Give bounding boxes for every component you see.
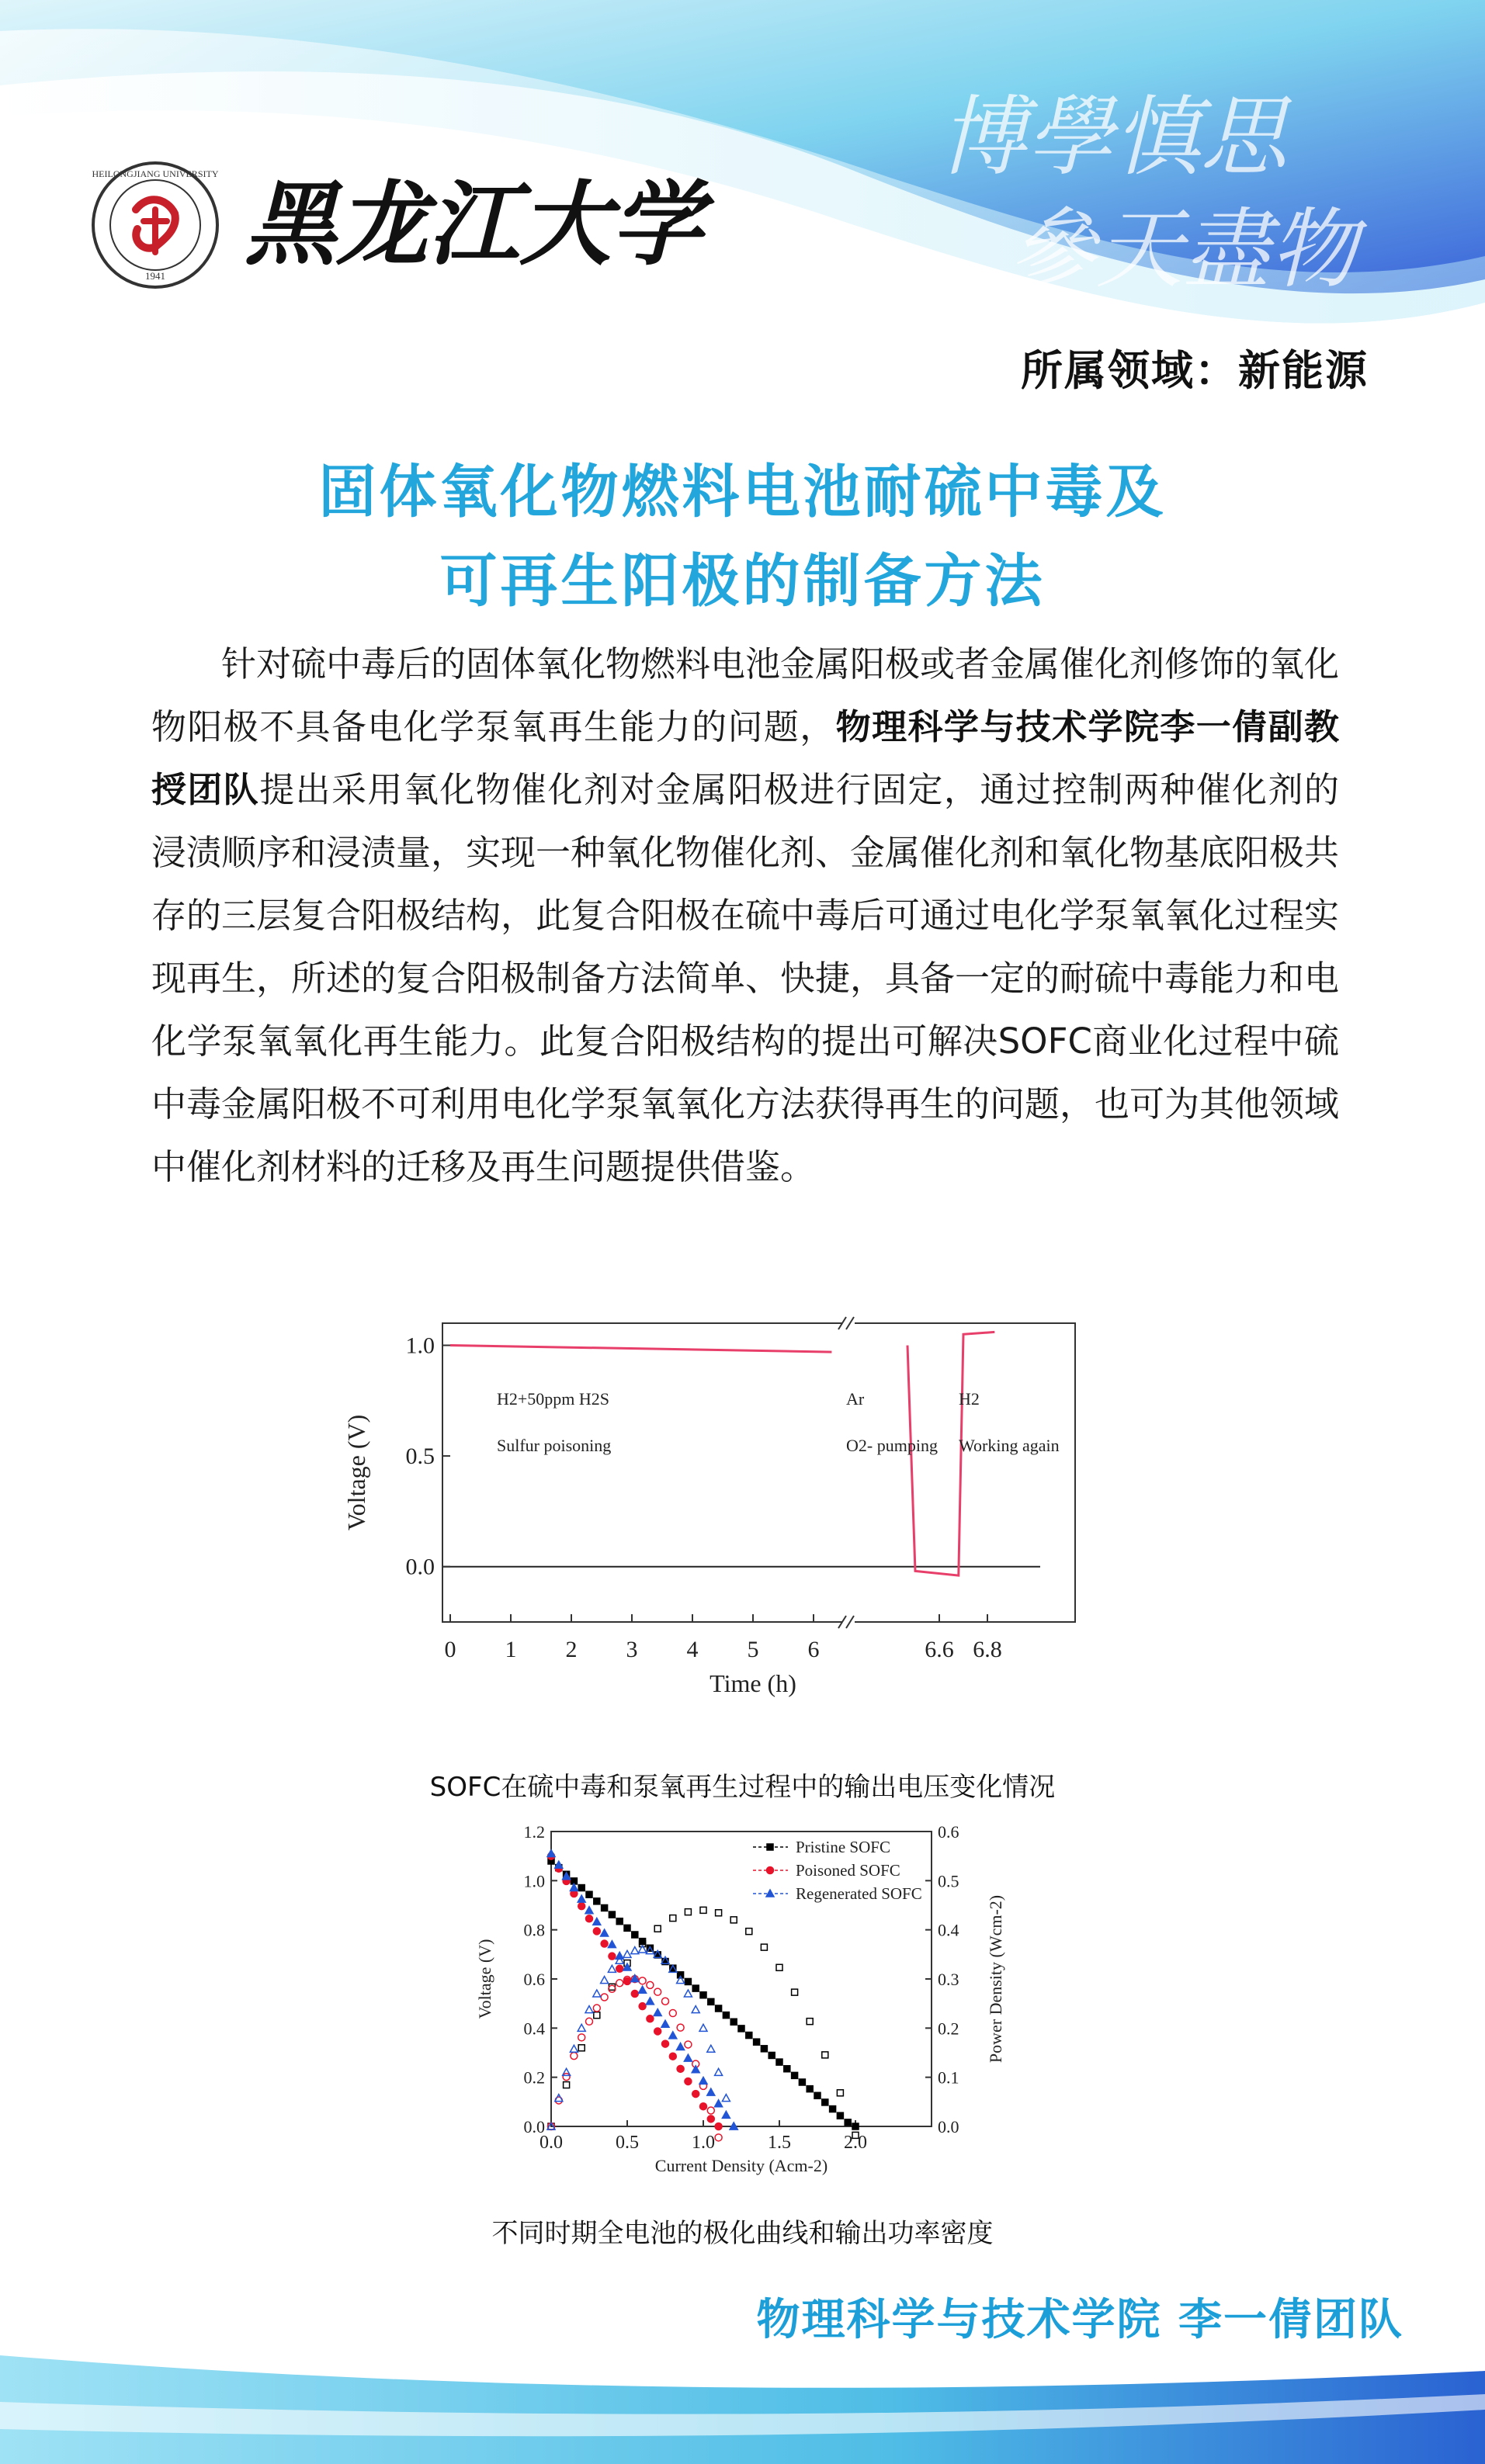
voltage-point [700, 1992, 706, 1998]
power-point [715, 2068, 723, 2075]
power-point [716, 1910, 722, 1916]
x-tick-label: 6 [807, 1637, 820, 1662]
power-point [715, 2134, 722, 2141]
voltage-point [730, 2019, 737, 2025]
legend-label: Poisoned SOFC [796, 1861, 900, 1880]
power-point [776, 1964, 782, 1970]
y2-tick-label: 0.6 [938, 1822, 959, 1842]
power-point [730, 1917, 737, 1923]
power-point [692, 2006, 699, 2013]
voltage-point [647, 2015, 654, 2022]
annotation-line1: H2 [959, 1389, 980, 1409]
annotation-line2: Working again [959, 1436, 1060, 1455]
power-point [601, 1994, 608, 2001]
voltage-point [632, 1932, 638, 1938]
body-paragraph [151, 632, 1339, 1198]
y2-tick-label: 0.1 [938, 2067, 959, 2088]
voltage-point [669, 2053, 676, 2060]
x-tick-label: 1.0 [692, 2133, 715, 2153]
x-tick-label: 4 [686, 1637, 699, 1662]
legend-marker [767, 1844, 773, 1850]
y-tick-label: 0.5 [405, 1443, 435, 1470]
x-tick-label: 6.6 [925, 1637, 954, 1662]
power-point [570, 2045, 578, 2052]
power-point [586, 2018, 593, 2025]
y-tick-label: 0.0 [523, 2117, 545, 2137]
body-text-1: 针对硫中毒后的固体氧化物燃料电池金属阳极或者金属催化剂修饰的氧化物阳极不具备电化学泵氧再生能力的问题， [151, 643, 1340, 747]
voltage-point [609, 1911, 615, 1918]
polarization-chart [466, 1816, 1025, 2196]
power-point [685, 2041, 692, 2048]
voltage-point [585, 1907, 593, 1914]
y-tick-label: 0.4 [523, 2019, 545, 2039]
voltage-point [646, 1998, 654, 2005]
voltage-point [593, 1918, 601, 1925]
voltage-point [609, 1953, 616, 1960]
voltage-point [692, 2091, 699, 2098]
voltage-point [640, 1939, 646, 1945]
voltage-point [578, 1885, 585, 1891]
power-point [594, 2012, 600, 2019]
y2-tick-label: 0.5 [938, 1871, 959, 1891]
voltage-point [601, 1929, 609, 1936]
power-point [722, 2095, 730, 2102]
team-label: 物理科学与技术学院 李一倩团队 [756, 2295, 1403, 2345]
voltage-point [662, 2040, 669, 2047]
x-tick-label: 1 [505, 1637, 517, 1662]
power-point [685, 1909, 691, 1915]
power-point [609, 1985, 616, 1992]
y-axis-label: Voltage (V) [475, 1939, 494, 2019]
x-tick-label: 5 [747, 1637, 759, 1662]
voltage-point [654, 2028, 661, 2035]
voltage-point [707, 2088, 715, 2095]
voltage-point [586, 1891, 592, 1897]
y-tick-label: 0.8 [523, 1920, 545, 1940]
body-text-bold: 物理科学与技术学院李一倩副教授团队 [151, 706, 1339, 810]
voltage-point [677, 2065, 684, 2072]
y2-tick-label: 0.2 [938, 2019, 959, 2039]
motto-line-1: 博學慎思 [939, 90, 1287, 186]
legend-marker [767, 1867, 774, 1874]
voltage-point [578, 1895, 585, 1902]
power-point [746, 1929, 752, 1935]
plot-frame [442, 1323, 1075, 1622]
power-point [601, 1977, 609, 1984]
x-tick-label: 3 [626, 1637, 638, 1662]
body-text-2: 提出采用氧化物催化剂对金属阳极进行固定，通过控制两种催化剂的浸渍顺序和浸渍量，实现一种氧化物催化剂、金属催化剂和氧化物基底阳极共存的三层复合阳极结构，此复合阳极在硫中毒后可通过电化学泵氧氧化过程实现再生，所述的复合阳极制备方法简单、快捷，具备一定的耐硫中毒能力和电化学泵氧氧化再生能力。此复合阳极结构的提出可解决SOFC商业化过程中硫中毒金属阳极不可利用电化学泵氧氧化方法获得再生的问题，也可为其他领域中催化剂材料的迁移及再生问题提供借鉴。 [151, 769, 1340, 1187]
power-point [608, 1965, 616, 1972]
university-logo [89, 155, 703, 310]
y-tick-label: 0.2 [523, 2067, 545, 2088]
voltage-point [799, 2079, 805, 2085]
y-tick-label: 1.0 [523, 1871, 545, 1891]
motto-line-2: 參天盡物 [1009, 203, 1357, 299]
voltage-point [685, 2078, 692, 2085]
voltage-point [654, 2009, 661, 2016]
power-point [593, 1990, 601, 1997]
power-point [623, 1950, 631, 1957]
power-point [564, 2082, 570, 2088]
chart2-caption: 不同时期全电池的极化曲线和输出功率密度 [491, 2218, 994, 2249]
y2-tick-label: 0.4 [938, 1920, 959, 1940]
power-point [662, 1998, 669, 2005]
x-tick-label: 6.8 [973, 1637, 1002, 1662]
power-point [616, 1980, 623, 1987]
voltage-point [822, 2099, 828, 2105]
x-tick-label: 2.0 [844, 2133, 867, 2153]
y2-tick-label: 0.0 [938, 2117, 959, 2137]
annotation-line2: O2- pumping [846, 1436, 938, 1455]
y-tick-label: 0.0 [405, 1554, 435, 1580]
seal-text: HEILONGJIANG UNIVERSITY [92, 168, 219, 179]
power-point [707, 2107, 714, 2114]
power-point [792, 1989, 798, 1995]
x-axis-label: Current Density (Acm-2) [654, 2156, 828, 2175]
y2-tick-label: 0.3 [938, 1970, 959, 1989]
voltage-point [814, 2092, 821, 2098]
chart1-caption: SOFC在硫中毒和泵氧再生过程中的输出电压变化情况 [429, 1772, 1056, 1803]
voltage-point [593, 1928, 600, 1935]
y-tick-label: 0.6 [523, 1970, 545, 1989]
voltage-point [677, 2043, 685, 2050]
power-point [578, 2034, 585, 2041]
power-point [563, 2074, 570, 2081]
voltage-point [586, 1915, 593, 1922]
y-tick-label: 1.0 [405, 1333, 435, 1359]
power-point [578, 2045, 585, 2051]
voltage-point [570, 1884, 578, 1890]
voltage-point [707, 2116, 714, 2123]
voltage-point [639, 2003, 646, 2010]
voltage-point [624, 1925, 630, 1931]
voltage-point [685, 1978, 691, 1984]
voltage-point [684, 2054, 692, 2061]
university-motto [924, 74, 1405, 330]
voltage-point [616, 1918, 623, 1925]
power-point [639, 1977, 646, 1984]
power-point [700, 1907, 706, 1913]
x-tick-label: 0.0 [540, 2133, 563, 2153]
voltage-point [837, 2112, 843, 2119]
voltage-point [715, 2123, 722, 2130]
voltage-point [692, 1985, 699, 1991]
x-tick-label: 0.5 [616, 2133, 639, 2153]
voltage-point [699, 2077, 707, 2084]
voltage-point [776, 2059, 782, 2065]
power-point [670, 1915, 676, 1922]
power-point [631, 1947, 639, 1954]
power-point [837, 2090, 843, 2096]
voltage-point [578, 1903, 585, 1910]
voltage-point [631, 1975, 639, 1982]
power-point [807, 2019, 813, 2025]
power-point [761, 1944, 767, 1950]
power-point [654, 1925, 661, 1932]
title-line-1: 固体氧化物燃料电池耐硫中毒及 [318, 459, 1167, 525]
voltage-point [807, 2086, 813, 2092]
power-point [654, 1988, 661, 1995]
power-point [578, 2024, 585, 2031]
university-seal [92, 163, 219, 287]
x-tick-label: 1.5 [768, 2133, 791, 2153]
legend-label: Regenerated SOFC [796, 1884, 922, 1903]
power-point [677, 2024, 684, 2031]
voltage-point [746, 2033, 752, 2039]
voltage-point [700, 2103, 707, 2110]
voltage-point [602, 1904, 608, 1911]
voltage-time-chart [334, 1312, 1110, 1746]
voltage-point [661, 2020, 669, 2027]
voltage-point [761, 2046, 767, 2052]
voltage-point [830, 2106, 836, 2112]
x-tick-label: 2 [565, 1637, 578, 1662]
annotation-line2: Sulfur poisoning [497, 1436, 612, 1455]
y-tick-label: 1.2 [523, 1822, 545, 1842]
legend-marker [766, 1890, 774, 1897]
field-label: 所属领域：新能源 [1021, 346, 1369, 395]
voltage-point [631, 1991, 638, 1998]
legend-label: Pristine SOFC [796, 1838, 890, 1856]
power-point [585, 2006, 593, 2013]
voltage-point [616, 1965, 623, 1972]
annotation-line1: H2+50ppm H2S [497, 1389, 610, 1409]
voltage-point [669, 2032, 677, 2039]
power-point [669, 2010, 676, 2017]
power-point [684, 1990, 692, 1997]
power-point [822, 2052, 828, 2058]
voltage-point [715, 2100, 723, 2107]
y-axis-label: Voltage (V) [342, 1414, 370, 1531]
x-tick-label: 0 [444, 1637, 456, 1662]
voltage-point [639, 1986, 647, 1993]
voltage-point [754, 2039, 760, 2045]
voltage-point [852, 2123, 859, 2130]
seal-year: 1941 [145, 270, 165, 282]
power-point [609, 1984, 615, 1990]
voltage-point [845, 2119, 851, 2126]
power-point [647, 1981, 654, 1988]
voltage-point [708, 1998, 714, 2005]
university-name: 黑龙江大学 [245, 175, 703, 276]
voltage-point [784, 2066, 790, 2072]
power-point [707, 2045, 715, 2052]
power-point [571, 2053, 578, 2060]
annotation-line1: Ar [846, 1389, 865, 1409]
voltage-point [601, 1940, 608, 1947]
y2-axis-label: Power Density (Wcm-2) [986, 1894, 1005, 2064]
voltage-point [608, 1941, 616, 1948]
title-line-2: 可再生阳极的制备方法 [439, 548, 1046, 615]
power-point [593, 2005, 600, 2012]
voltage-point [716, 2005, 722, 2012]
series-line-poisoning [450, 1346, 831, 1353]
power-point [563, 2068, 571, 2075]
voltage-point [594, 1898, 600, 1904]
power-point [699, 2024, 707, 2031]
voltage-point [769, 2052, 775, 2058]
x-axis-label: Time (h) [710, 1669, 796, 1697]
voltage-point [722, 2111, 730, 2118]
voltage-point [792, 2072, 798, 2078]
voltage-point [723, 2012, 729, 2019]
voltage-point [738, 2026, 744, 2032]
